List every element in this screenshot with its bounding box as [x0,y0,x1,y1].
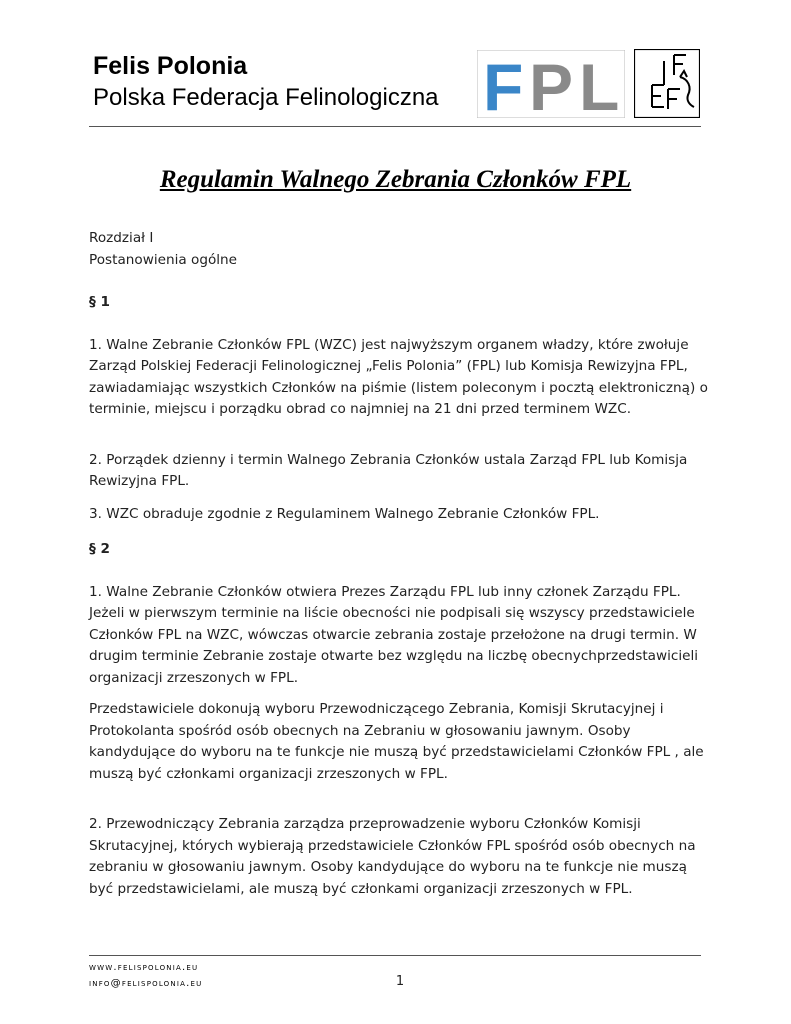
fpl-logo [477,50,625,118]
letterhead [89,48,701,126]
fpl-logo-letter-f: F [483,50,524,118]
organization-subtitle: Polska Federacja Felinologiczna [93,84,439,111]
paragraph: 1. Walne Zebranie Członków otwiera Prezes Zarządu FPL lub inny członek Zarządu FPL. Jeżeli w pierwszym terminie na liście obecności nie podpisali się wszyscy przedstawiciele Członków FPL na WZC, wówczas otwarcie zebrania zostaje przełożone na drugi termin. W drugim terminie Zebranie zostaje otwarte bez względu na liczbę obecnychprzedstawicieli organizacji zrzeszonych w FPL. [89,583,699,686]
page-number: 1 [395,974,405,989]
footer-divider [89,955,701,956]
header-divider [89,126,701,127]
organization-name: Felis Polonia [93,52,248,80]
paragraph: 1. Walne Zebranie Członków FPL (WZC) jest najwyższym organem władzy, które zwołuje Zarząd Polskiej Federacji Felinologicznej „Felis Polonia” (FPL) lub Komisja Rewizyjna FPL, zawiadamiając wszystkich Członków na piśmie (listem poleconym i pocztą elektroniczną) o terminie, miejscu i porządku obrad co najmniej na 21 dni przed terminem WZC. [89,336,708,417]
chapter-title: Postanowienia ogólne [89,251,238,268]
section-heading-1: § 1 [89,294,110,310]
document-body [89,228,709,900]
section-heading-2: § 2 [89,541,110,557]
paragraph: Przedstawiciele dokonują wyboru Przewodniczącego Zebrania, Komisji Skrutacyjnej i Protokolanta spośród osób obecnych na Zebraniu w głosowaniu jawnym. Osoby kandydujące do wyboru na te funkcje nie muszą być przedstawicielami Członków FPL , ale muszą być członkami organizacji zrzeszonych w FPL. [89,701,704,782]
document-title: Regulamin Walnego Zebrania Członków FPL [159,166,632,193]
fpl-logo-letter-l: L [579,50,620,118]
website-link[interactable]: www.felispolonia.eu [89,962,199,973]
paragraph: 3. WZC obraduje zgodnie z Regulaminem Walnego Zebranie Członków FPL. [89,505,600,522]
chapter-number: Rozdział I [89,230,154,246]
email-link[interactable]: info@felispolonia.eu [89,978,203,989]
fpl-logo-letter-p: P [529,50,574,118]
fife-logo [634,49,700,118]
paragraph: 2. Porządek dzienny i termin Walnego Zebrania Członków ustala Zarząd FPL lub Komisja Rewizyjna FPL. [89,451,688,489]
paragraph: 2. Przewodniczący Zebrania zarządza przeprowadzenie wyboru Członków Komisji Skrutacyjnej, których wybierają przedstawiciele Członków FPL spośród osób obecnych na zebraniu w głosowaniu jawnym. Osoby kandydujące do wyboru na te funkcje nie muszą być przedstawicielami, ale muszą być członkami organizacji zrzeszonych w FPL. [89,816,696,897]
footer-contact [89,960,202,992]
